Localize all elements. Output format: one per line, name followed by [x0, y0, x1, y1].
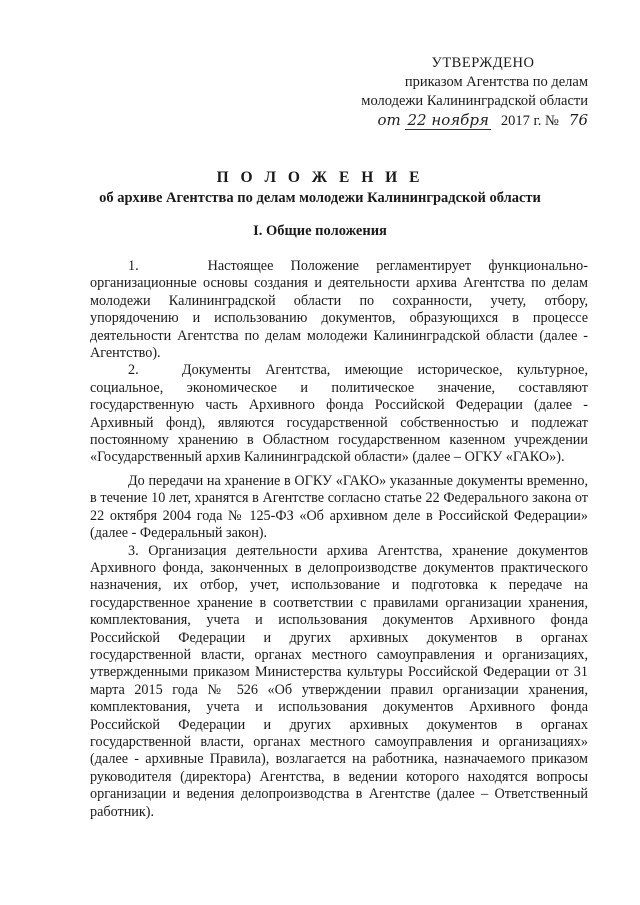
year-suffix: 2017 г. №	[500, 113, 559, 129]
date-value: 22 ноября	[407, 111, 489, 129]
paragraph-3: До передачи на хранение в ОГКУ «ГАКО» указанные документы временно, в течение 10 лет, хранятся в Агентстве согласно статье 22 Федерального закона от 22 октября 2004 года № 125-ФЗ «Об архивном деле в Российской Федерации» (далее - Федеральный закон).	[90, 472, 588, 542]
approval-line-2: молодежи Калининградской области	[361, 93, 588, 109]
document-body	[90, 258, 588, 821]
section-heading: I. Общие положения	[253, 223, 387, 239]
approval-date-line	[328, 111, 588, 131]
approval-heading: УТВЕРЖДЕНО	[431, 55, 535, 71]
handwritten-date	[377, 111, 490, 130]
order-number: 76	[568, 111, 588, 129]
approval-stamp	[328, 54, 588, 131]
document-subtitle: об архиве Агентства по делам молодежи Калининградской области	[99, 190, 541, 206]
title-block	[0, 168, 640, 208]
paragraph-1: 1. Настоящее Положение регламентирует функционально-организационные основы создания и деятельности архива Агентства по делам молодежи Калининградской области по сохранности, учету, отбору, упорядочению и использованию документов, образующихся в процессе деятельности Агентства по делам молодежи Калининградской области (далее - Агентство).	[90, 258, 588, 362]
paragraph-2: 2. Документы Агентства, имеющие историческое, культурное, социальное, экономическое и политическое значение, составляют государственную часть Архивного фонда Российской Федерации (далее - Архивный фонд), являются государственной собственностью и подлежат постоянному хранению в Областном государственном казенном учреждении «Государственный архив Калининградской области» (далее – ОГКУ «ГАКО»).	[90, 362, 588, 466]
document-title: П О Л О Ж Е Н И Е	[216, 169, 424, 186]
date-prefix: от	[377, 111, 401, 129]
approval-line-1: приказом Агентства по делам	[404, 74, 588, 90]
paragraph-4: 3. Организация деятельности архива Агентства, хранение документов Архивного фонда, законченных в делопроизводстве документов практического назначения, их отбор, учет, использование и подготовка к передаче на государственное хранение в соответствии с правилами организации хранения, комплектования, учета и использования документов Архивного фонда Российской Федерации и других архивных документов в органах государственной власти, органах местного самоуправления и организациях, утвержденными приказом Министерства культуры Российской Федерации от 31 марта 2015 года № 526 «Об утверждении правил организации хранения, комплектования, учета и использования документов Архивного фонда Российской Федерации и других архивных документов в органах государственной власти, органах местного самоуправления и организациях» (далее - архивные Правила), возлагается на работника, назначаемого приказом руководителя (директора) Агентства, в ведении которого находятся вопросы организации и ведения делопроизводства в Агентстве (далее – Ответственный работник).	[90, 542, 588, 820]
